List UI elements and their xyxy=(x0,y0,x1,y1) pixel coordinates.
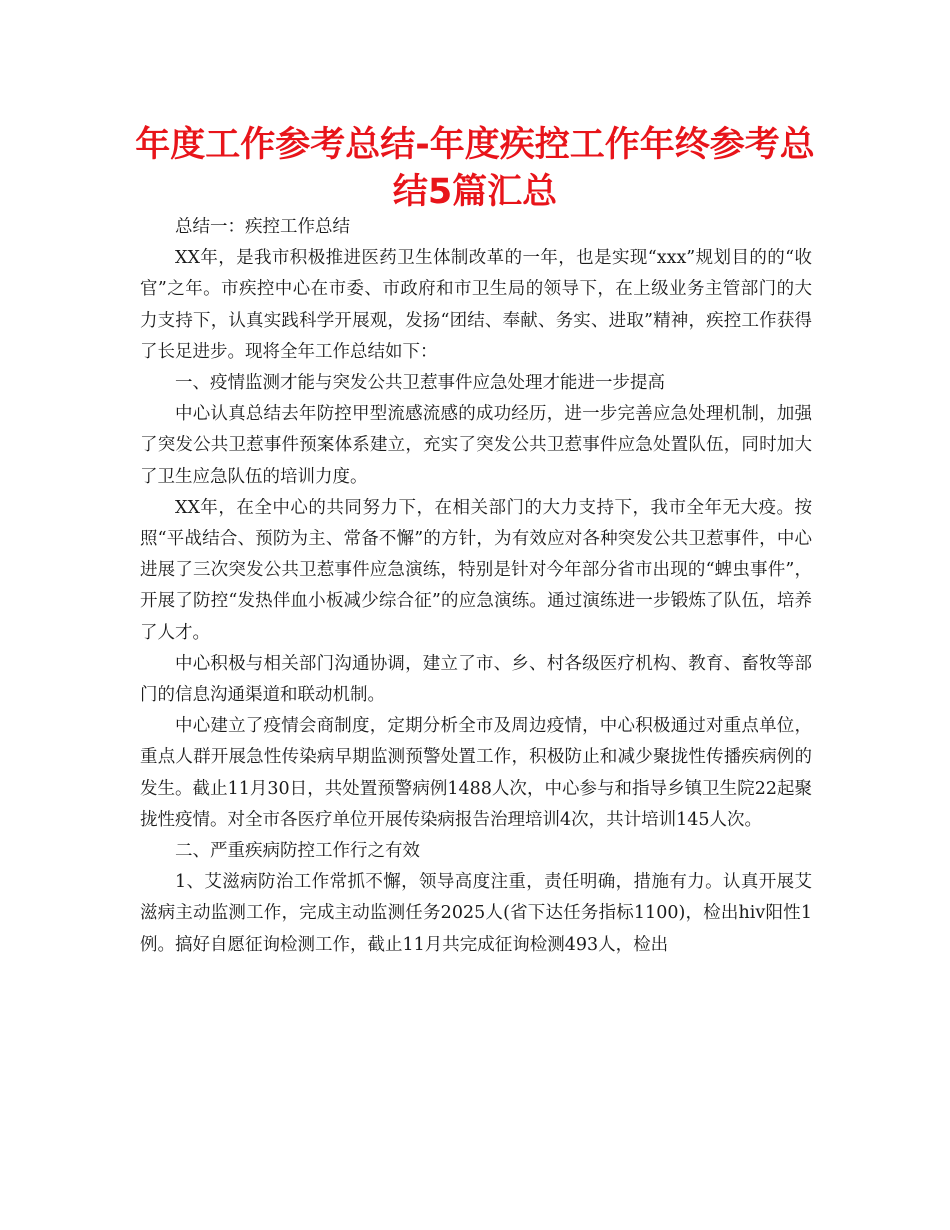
paragraph: 中心积极与相关部门沟通协调，建立了市、乡、村各级医疗机构、教育、畜牧等部门的信息沟通渠道和联动机制。 xyxy=(140,653,812,706)
paragraph: 1、艾滋病防治工作常抓不懈，领导高度注重，责任明确，措施有力。认真开展艾滋病主动监测工作，完成主动监测任务2025人(省下达任务指标1100)，检出hiv阳性1例。搞好自愿征询检测工作，截止11月共完成征询检测493人，检出 xyxy=(140,872,812,955)
document-body xyxy=(140,212,812,961)
paragraph: XX年，是我市积极推进医药卫生体制改革的一年，也是实现“xxx”规划目的的“收官”之年。市疾控中心在市委、市政府和市卫生局的领导下，在上级业务主管部门的大力支持下，认真实践科学开展观，发扬“团结、奉献、务实、进取”精神，疾控工作获得了长足进步。现将全年工作总结如下： xyxy=(140,248,812,362)
section-heading: 二、严重疾病防控工作行之有效 xyxy=(175,841,420,862)
paragraph: 中心认真总结去年防控甲型流感流感的成功经历，进一步完善应急处理机制，加强了突发公共卫惹事件预案体系建立，充实了突发公共卫惹事件应急处置队伍，同时加大了卫生应急队伍的培训力度。 xyxy=(140,404,812,487)
section-heading: 总结一：疾控工作总结 xyxy=(175,217,350,237)
document-title: 年度工作参考总结-年度疾控工作年终参考总结5篇汇总 xyxy=(135,125,815,212)
section-heading: 一、疫情监测才能与突发公共卫惹事件应急处理才能进一步提高 xyxy=(175,373,665,394)
paragraph: 中心建立了疫情会商制度，定期分析全市及周边疫情，中心积极通过对重点单位，重点人群开展急性传染病早期监测预警处置工作，积极防止和减少聚拢性传播疾病例的发生。截止11月30日，共处置预警病例1488人次，中心参与和指导乡镇卫生院22起聚拢性疫情。对全市各医疗单位开展传染病报告治理培训4次，共计培训145人次。 xyxy=(140,716,812,830)
paragraph: XX年，在全中心的共同努力下，在相关部门的大力支持下，我市全年无大疫。按照“平战结合、预防为主、常备不懈”的方针，为有效应对各种突发公共卫惹事件，中心进展了三次突发公共卫惹事件应急演练，特别是针对今年部分省市出现的“蜱虫事件”，开展了防控“发热伴血小板减少综合征”的应急演练。通过演练进一步锻炼了队伍，培养了人才。 xyxy=(140,497,812,643)
